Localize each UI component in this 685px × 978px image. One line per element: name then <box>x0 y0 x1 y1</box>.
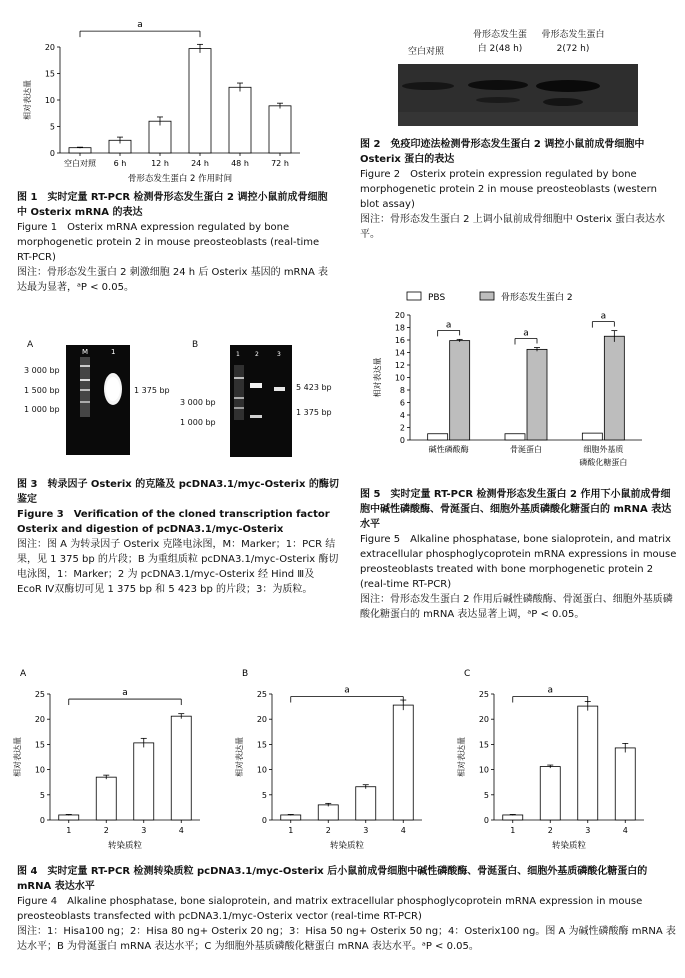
figure-1-svg <box>20 5 320 190</box>
fig4-c-x-axis-label: 转染质粒 <box>551 841 587 851</box>
gel-b-band-top-label: 5 423 bp <box>296 383 332 392</box>
fig4-a-y-tick-label: 25 <box>34 690 45 699</box>
fig4-b-x-tick-label: 1 <box>288 826 294 835</box>
figure-4-svg <box>10 660 675 865</box>
fig5-sig-label: a <box>600 311 607 322</box>
gel-b-bands <box>230 345 292 457</box>
fig1-bar <box>69 148 91 153</box>
fig1-y-tick-label: 20 <box>44 43 55 52</box>
fig4-b-bar <box>393 705 413 820</box>
figure-3-note: 图注：图 A 为转录因子 Osterix 克隆电泳图，M：Marker；1：PCR 结果，见 1 375 bp 的片段；B 为重组质粒 pcDNA3.1/myc-Osterix 酶切电泳图，1：Marker；2 为 pcDNA3.1/myc-Osterix 经 Hind Ⅲ及 EcoR Ⅳ双酶切可见 1 375 bp 和 5 423 bp 的片段；3：为质粒。 <box>17 539 339 595</box>
fig4-c-y-tick-label: 10 <box>478 765 489 775</box>
fig4-c-y-tick-label: 25 <box>478 690 489 699</box>
fig5-y-tick-label: 12 <box>394 361 405 370</box>
figure-4-title-en: Figure 4 Alkaline phosphatase, bone sialoprotein, and matrix extracellular phosphoglycoprotein mRNA expression in mouse preosteoblasts transfected with pcDNA3.1/myc-Osterix vector (real-time RT-PCR) <box>17 896 643 922</box>
fig4-c-sig-label: a <box>547 685 554 696</box>
gel-a-ladder-3000: 3 000 bp <box>24 366 60 375</box>
figure-4-title-zh: 图 4 实时定量 RT-PCR 检测转染质粒 pcDNA3.1/myc-Osterix 后小鼠前成骨细胞中碱性磷酸酶、骨涎蛋白、细胞外基质磷酸化糖蛋白的 mRNA 表达水平 <box>17 866 648 892</box>
fig1-x-tick-label: 空白对照 <box>64 159 96 168</box>
fig4-b-y-axis-label: 相对表达量 <box>235 737 244 777</box>
fig4-c-y-tick-label: 0 <box>483 816 489 825</box>
fig4-panel-label: B <box>242 669 249 679</box>
fig4-a-y-tick-label: 15 <box>34 740 45 750</box>
blot-lane-label-3-text: 骨形态发生蛋白 2(72 h) <box>541 30 605 54</box>
fig4-b-y-tick-label: 0 <box>261 816 267 825</box>
gel-a-ladder-1000: 1 000 bp <box>24 405 60 414</box>
fig5-sig-label: a <box>445 320 452 331</box>
fig1-x-tick-label: 72 h <box>271 159 289 168</box>
figure-1-chart <box>20 5 320 190</box>
gel-b-lane-1: 1 <box>236 351 240 358</box>
fig4-c-y-tick-label: 20 <box>478 715 489 725</box>
fig5-x-tick-label-line2: 磷酸化糖蛋白 <box>579 458 628 467</box>
fig5-bar-pbs <box>582 433 602 440</box>
figure-3-title-en: Figure 3 Verification of the cloned transcription factor Osterix and digestion of pcDNA3.1/myc-Osterix <box>17 509 330 535</box>
gel-image-b <box>230 345 292 457</box>
fig5-legend-swatch-bmp2 <box>480 292 494 300</box>
figure-2-title-en: Figure 2 Osterix protein expression regulated by bone morphogenetic protein 2 in mouse preosteoblasts (western blot assay) <box>360 169 657 210</box>
figure-5-note: 图注：骨形态发生蛋白 2 作用后碱性磷酸酶、骨涎蛋白、细胞外基质磷酸化糖蛋白的 mRNA 表达显著上调，ᵃP < 0.05。 <box>360 594 673 620</box>
fig4-c-y-axis-label: 相对表达量 <box>457 737 466 777</box>
fig5-bar-pbs <box>428 434 448 440</box>
fig4-a-bar <box>59 815 79 820</box>
fig1-y-tick-label: 5 <box>49 122 55 132</box>
fig4-b-x-tick-label: 4 <box>400 826 406 835</box>
fig5-bar-bmp2 <box>527 349 547 440</box>
fig4-a-x-tick-label: 4 <box>178 826 184 835</box>
figure-3-caption <box>17 477 342 597</box>
fig4-a-x-tick-label: 2 <box>103 826 109 835</box>
figure-2-title-zh: 图 2 免疫印迹法检测骨形态发生蛋白 2 调控小鼠前成骨细胞中 Osterix 蛋白的表达 <box>360 139 645 165</box>
fig4-panel-label: C <box>464 669 471 679</box>
fig4-a-x-axis-label: 转染质粒 <box>107 841 143 851</box>
fig1-x-tick-label: 6 h <box>113 159 127 168</box>
fig4-b-x-tick-label: 2 <box>325 826 331 835</box>
fig5-legend-label-bmp2: 骨形态发生蛋白 2 <box>501 293 573 303</box>
fig4-a-bar <box>171 716 191 820</box>
figure-2-caption <box>360 137 678 242</box>
gel-image-a <box>66 345 130 455</box>
fig4-c-x-tick-label: 4 <box>622 826 628 835</box>
fig4-a-y-tick-label: 20 <box>34 715 45 725</box>
fig4-b-y-tick-label: 10 <box>256 765 267 775</box>
blot-lane-label-3 <box>540 28 606 56</box>
western-blot-image <box>398 64 638 126</box>
figure-5-title-en: Figure 5 Alkaline phosphatase, bone sialoprotein, and matrix extracellular phosphoglycoprotein mRNA expressions in mouse preosteoblasts treated with bone morphogenetic protein 2 (real-time RT-PCR) <box>360 534 677 590</box>
gel-a-lane-m: M <box>82 348 89 356</box>
figure-3-panel-b-label: B <box>192 340 199 350</box>
fig1-y-tick-label: 10 <box>44 96 55 105</box>
fig5-legend-label-pbs: PBS <box>428 293 446 303</box>
fig1-y-tick-label: 0 <box>49 149 55 158</box>
gel-b-band-bottom-label: 1 375 bp <box>296 408 332 417</box>
figure-1-title-zh: 图 1 实时定量 RT-PCR 检测骨形态发生蛋白 2 调控小鼠前成骨细胞中 Osterix mRNA 的表达 <box>17 192 328 218</box>
fig5-sig-label: a <box>523 328 529 339</box>
fig4-b-bar <box>318 805 338 820</box>
fig4-a-sig-label: a <box>122 688 128 699</box>
gel-a-bands <box>66 345 130 455</box>
fig4-a-bar <box>134 743 154 820</box>
gel-a-band-label: 1 375 bp <box>134 386 170 395</box>
gel-b-ladder-3000: 3 000 bp <box>180 398 216 407</box>
fig5-x-tick-label: 骨涎蛋白 <box>510 445 542 454</box>
fig5-y-tick-label: 4 <box>399 411 405 420</box>
gel-b-lane-2: 2 <box>255 351 259 358</box>
figure-4-caption <box>17 864 677 954</box>
fig1-x-tick-label: 12 h <box>151 159 169 168</box>
fig4-a-bar <box>96 777 116 820</box>
blot-lane-label-2-text: 骨形态发生蛋白 2(48 h) <box>472 30 527 54</box>
fig5-y-tick-label: 20 <box>394 311 405 320</box>
fig4-b-y-tick-label: 5 <box>261 790 267 800</box>
fig1-x-tick-label: 48 h <box>231 159 249 168</box>
fig4-c-bar <box>540 767 560 820</box>
fig5-y-tick-label: 6 <box>399 398 405 408</box>
gel-b-ladder-1000: 1 000 bp <box>180 418 216 427</box>
fig5-bar-bmp2 <box>604 336 624 440</box>
figure-1-title-en: Figure 1 Osterix mRNA expression regulated by bone morphogenetic protein 2 in mouse preosteoblasts (real-time RT-PCR) <box>17 222 320 263</box>
fig1-y-axis-label: 相对表达量 <box>23 80 32 120</box>
fig4-c-x-tick-label: 3 <box>585 826 591 835</box>
fig5-y-tick-label: 8 <box>399 386 405 395</box>
fig5-bar-bmp2 <box>450 341 470 440</box>
fig4-a-x-tick-label: 3 <box>141 826 147 835</box>
fig1-bar <box>189 49 211 153</box>
figure-5-svg <box>362 285 662 485</box>
fig4-b-x-tick-label: 3 <box>363 826 369 835</box>
figure-5-chart <box>362 285 662 485</box>
fig1-bar <box>269 106 291 153</box>
figure-1-note: 图注：骨形态发生蛋白 2 刺激细胞 24 h 后 Osterix 基因的 mRNA 表达最为显著，ᵃP < 0.05。 <box>17 267 329 293</box>
fig5-x-tick-label-line1: 细胞外基质 <box>583 445 624 454</box>
fig1-y-tick-label: 15 <box>44 69 55 79</box>
fig1-sig-label: a <box>137 20 143 31</box>
fig5-bar-pbs <box>505 434 525 440</box>
fig4-c-bar <box>615 748 635 820</box>
fig1-x-axis-label: 骨形态发生蛋白 2 作用时间 <box>127 174 233 184</box>
fig4-c-y-tick-label: 5 <box>483 790 489 800</box>
gel-a-lane-1: 1 <box>111 348 116 356</box>
figure-5-title-zh: 图 5 实时定量 RT-PCR 检测骨形态发生蛋白 2 作用下小鼠前成骨细胞中碱性磷酸酶、骨涎蛋白、细胞外基质磷酸化糖蛋白的 mRNA 表达水平 <box>360 489 672 530</box>
fig5-x-tick-label: 碱性磷酸酶 <box>428 445 469 454</box>
fig5-y-tick-label: 16 <box>394 336 405 345</box>
fig4-a-y-axis-label: 相对表达量 <box>13 737 22 777</box>
figure-5-caption <box>360 487 680 622</box>
figure-3-panel-a-label: A <box>27 340 34 350</box>
fig5-y-tick-label: 18 <box>394 323 405 333</box>
gel-a-ladder-1500: 1 500 bp <box>24 386 60 395</box>
fig1-x-tick-label: 24 h <box>191 159 209 168</box>
figure-2-note: 图注：骨形态发生蛋白 2 上调小鼠前成骨细胞中 Osterix 蛋白表达水平。 <box>360 214 666 240</box>
fig4-a-y-tick-label: 5 <box>39 790 45 800</box>
figure-1-caption <box>17 190 337 295</box>
gel-b-lane-3: 3 <box>277 351 281 358</box>
fig4-a-y-tick-label: 0 <box>39 816 45 825</box>
fig5-y-tick-label: 10 <box>394 373 405 383</box>
fig5-y-tick-label: 2 <box>399 423 405 433</box>
fig4-b-y-tick-label: 25 <box>256 690 267 699</box>
fig4-c-bar <box>578 706 598 820</box>
fig4-a-y-tick-label: 10 <box>34 765 45 775</box>
fig1-bar <box>229 87 251 153</box>
fig5-legend-swatch-pbs <box>407 292 421 300</box>
fig1-bar <box>149 121 171 153</box>
fig4-b-y-tick-label: 20 <box>256 715 267 725</box>
figure-4-chart <box>10 660 675 865</box>
fig4-b-bar <box>281 815 301 820</box>
fig5-y-tick-label: 0 <box>399 436 405 445</box>
fig4-a-x-tick-label: 1 <box>66 826 72 835</box>
fig4-c-bar <box>503 815 523 820</box>
figure-3-title-zh: 图 3 转录因子 Osterix 的克隆及 pcDNA3.1/myc-Osterix 的酶切鉴定 <box>17 479 339 505</box>
blot-lane-label-1: 空白对照 <box>408 47 445 57</box>
fig4-b-sig-label: a <box>344 685 350 696</box>
fig4-c-x-tick-label: 2 <box>547 826 553 835</box>
fig4-c-y-tick-label: 15 <box>478 740 489 750</box>
fig4-b-bar <box>356 787 376 820</box>
fig4-b-x-axis-label: 转染质粒 <box>329 841 365 851</box>
western-blot-bands <box>398 64 638 126</box>
fig5-y-tick-label: 14 <box>394 348 405 358</box>
fig4-b-y-tick-label: 15 <box>256 740 267 750</box>
figure-4-note: 图注：1：Hisa100 ng；2：Hisa 80 ng+ Osterix 20 ng；3：Hisa 50 ng+ Osterix 50 ng；4：Osterix100 ng。图 A 为碱性磷酸酶 mRNA 表达水平；B 为骨涎蛋白 mRNA 表达水平；C 为细胞外基质磷酸化糖蛋白 mRNA 表达水平。ᵃP < 0.05。 <box>17 926 676 952</box>
blot-lane-label-2 <box>470 28 530 56</box>
fig4-panel-label: A <box>20 669 27 679</box>
fig4-c-x-tick-label: 1 <box>510 826 516 835</box>
fig5-y-axis-label: 相对表达量 <box>373 357 382 398</box>
